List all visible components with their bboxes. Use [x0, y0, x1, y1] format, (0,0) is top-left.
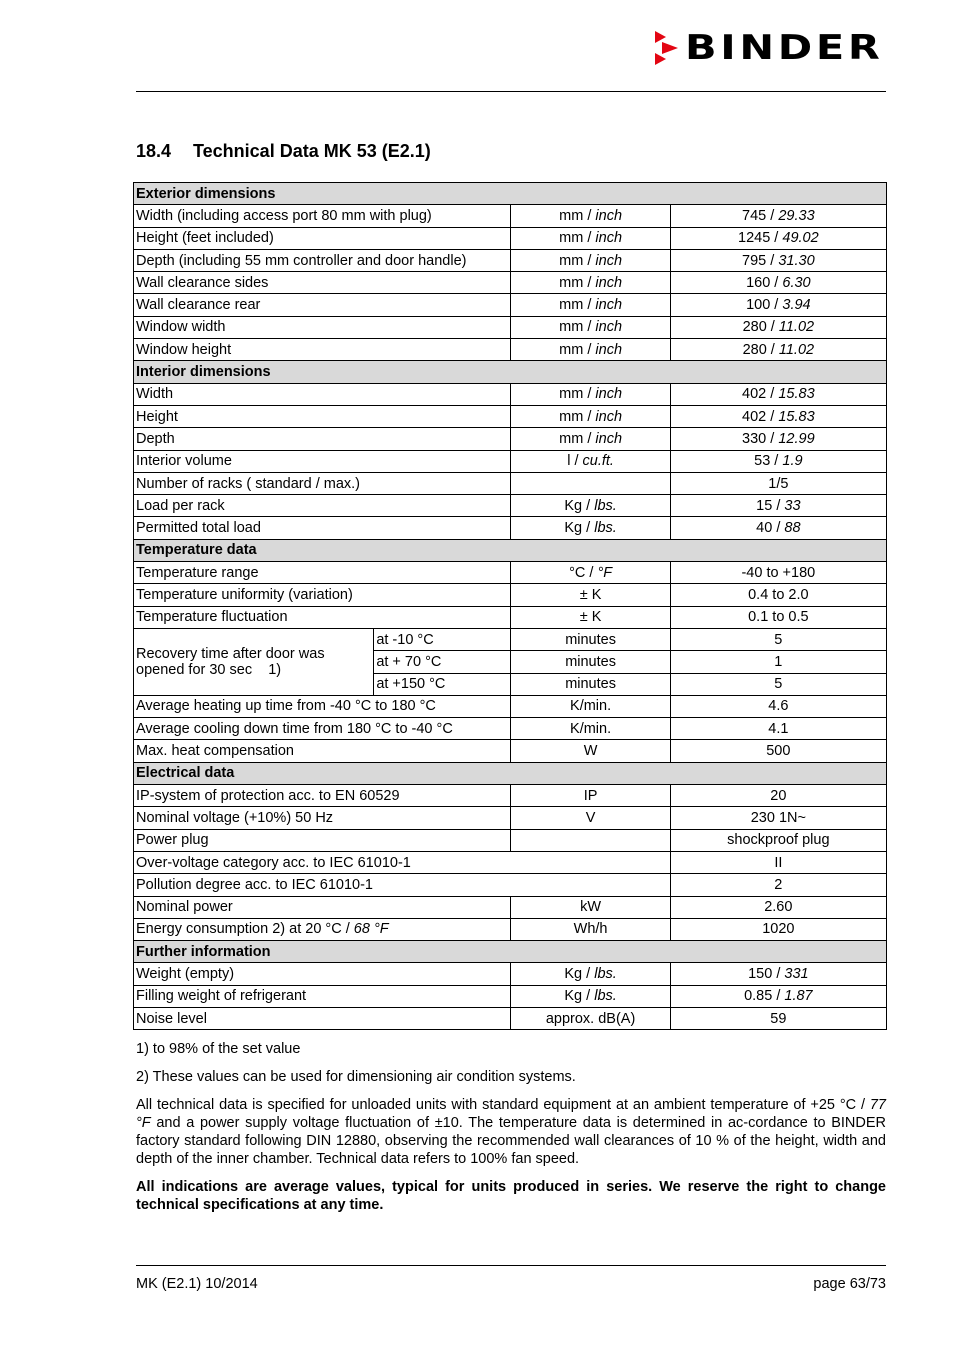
table-row: Depth mm / inch 330 / 12.99 — [134, 428, 887, 450]
technical-data-paragraph: All technical data is specified for unloaded units with standard equipment at an ambient temperature of +25 °C / 77 °F and a power supply voltage fluctuation of ±10. The temperature data is determined in ac-cordance to BINDER factory standard following DIN 12880, observing the recommended wall clearances of 10 % of the height, width and depth of the inner chamber. Technical data refers to 100% fan speed. — [136, 1097, 886, 1167]
table-row: Width mm / inch 402 / 15.83 — [134, 383, 887, 405]
table-row: Interior volume l / cu.ft. 53 / 1.9 — [134, 450, 887, 472]
table-row: Over-voltage category acc. to IEC 61010-1 II — [134, 851, 887, 873]
table-row: Max. heat compensation W 500 — [134, 740, 887, 762]
table-row: IP-system of protection acc. to EN 60529 IP 20 — [134, 785, 887, 807]
table-row: Energy consumption 2) at 20 °C / 68 °F Wh/h 1020 — [134, 918, 887, 940]
footnote-2: 2) These values can be used for dimensioning air condition systems. — [136, 1069, 576, 1085]
page-title — [136, 141, 431, 162]
binder-arrow-icon — [655, 31, 679, 65]
section-header-temperature: Temperature data — [134, 539, 887, 561]
section-number: 18.4 — [136, 141, 172, 161]
section-header-interior: Interior dimensions — [134, 361, 887, 383]
table-row: Temperature range °C / °F -40 to +180 — [134, 562, 887, 584]
table-row: at + 70 °C minutes 1 — [134, 651, 887, 673]
section-header-exterior: Exterior dimensions — [134, 183, 887, 205]
table-row: Load per rack Kg / lbs. 15 / 33 — [134, 495, 887, 517]
table-row: Temperature uniformity (variation) ± K 0.4 to 2.0 — [134, 584, 887, 606]
table-row: Depth (including 55 mm controller and door handle) mm / inch 795 / 31.30 — [134, 249, 887, 271]
footer-rule — [136, 1265, 886, 1266]
table-row: Nominal power kW 2.60 — [134, 896, 887, 918]
table-row: Power plug shockproof plug — [134, 829, 887, 851]
table-row: Number of racks ( standard / max.) 1/5 — [134, 472, 887, 494]
footer-page-number: page 63/73 — [813, 1276, 886, 1292]
table-row: Recovery time after door was opened for 30 sec 1) at -10 °C minutes 5 — [134, 628, 887, 650]
table-row: Wall clearance sides mm / inch 160 / 6.30 — [134, 272, 887, 294]
header-rule — [136, 91, 886, 92]
table-row: Weight (empty) Kg / lbs. 150 / 331 — [134, 963, 887, 985]
technical-data-table — [133, 182, 887, 1030]
logo-text: BINDER — [685, 28, 884, 68]
notes-section — [136, 1040, 886, 1224]
table-row: Average cooling down time from 180 °C to -40 °C K/min. 4.1 — [134, 718, 887, 740]
table-row: Temperature fluctuation ± K 0.1 to 0.5 — [134, 606, 887, 628]
table-row: Filling weight of refrigerant Kg / lbs. 0.85 / 1.87 — [134, 985, 887, 1007]
disclaimer-paragraph: All indications are average values, typical for units produced in series. We reserve the right to change technical specifications at any time. — [136, 1179, 886, 1213]
footnote-1: 1) to 98% of the set value — [136, 1041, 301, 1057]
section-title: Technical Data MK 53 (E2.1) — [193, 141, 431, 161]
table-row: Noise level approx. dB(A) 59 — [134, 1007, 887, 1029]
footer-doc-id: MK (E2.1) 10/2014 — [136, 1276, 258, 1292]
section-header-electrical: Electrical data — [134, 762, 887, 784]
table-row: Nominal voltage (+10%) 50 Hz V 230 1N~ — [134, 807, 887, 829]
table-row: Height (feet included) mm / inch 1245 / 49.02 — [134, 227, 887, 249]
table-row: Wall clearance rear mm / inch 100 / 3.94 — [134, 294, 887, 316]
table-row: Window width mm / inch 280 / 11.02 — [134, 316, 887, 338]
table-row: Average heating up time from -40 °C to 180 °C K/min. 4.6 — [134, 695, 887, 717]
table-row: Width (including access port 80 mm with plug) mm / inch 745 / 29.33 — [134, 205, 887, 227]
table-row: Permitted total load Kg / lbs. 40 / 88 — [134, 517, 887, 539]
section-header-further: Further information — [134, 941, 887, 963]
table-row: Pollution degree acc. to IEC 61010-1 2 — [134, 874, 887, 896]
table-row: Window height mm / inch 280 / 11.02 — [134, 339, 887, 361]
binder-logo — [655, 28, 884, 68]
table-row: Height mm / inch 402 / 15.83 — [134, 405, 887, 427]
table-row: at +150 °C minutes 5 — [134, 673, 887, 695]
